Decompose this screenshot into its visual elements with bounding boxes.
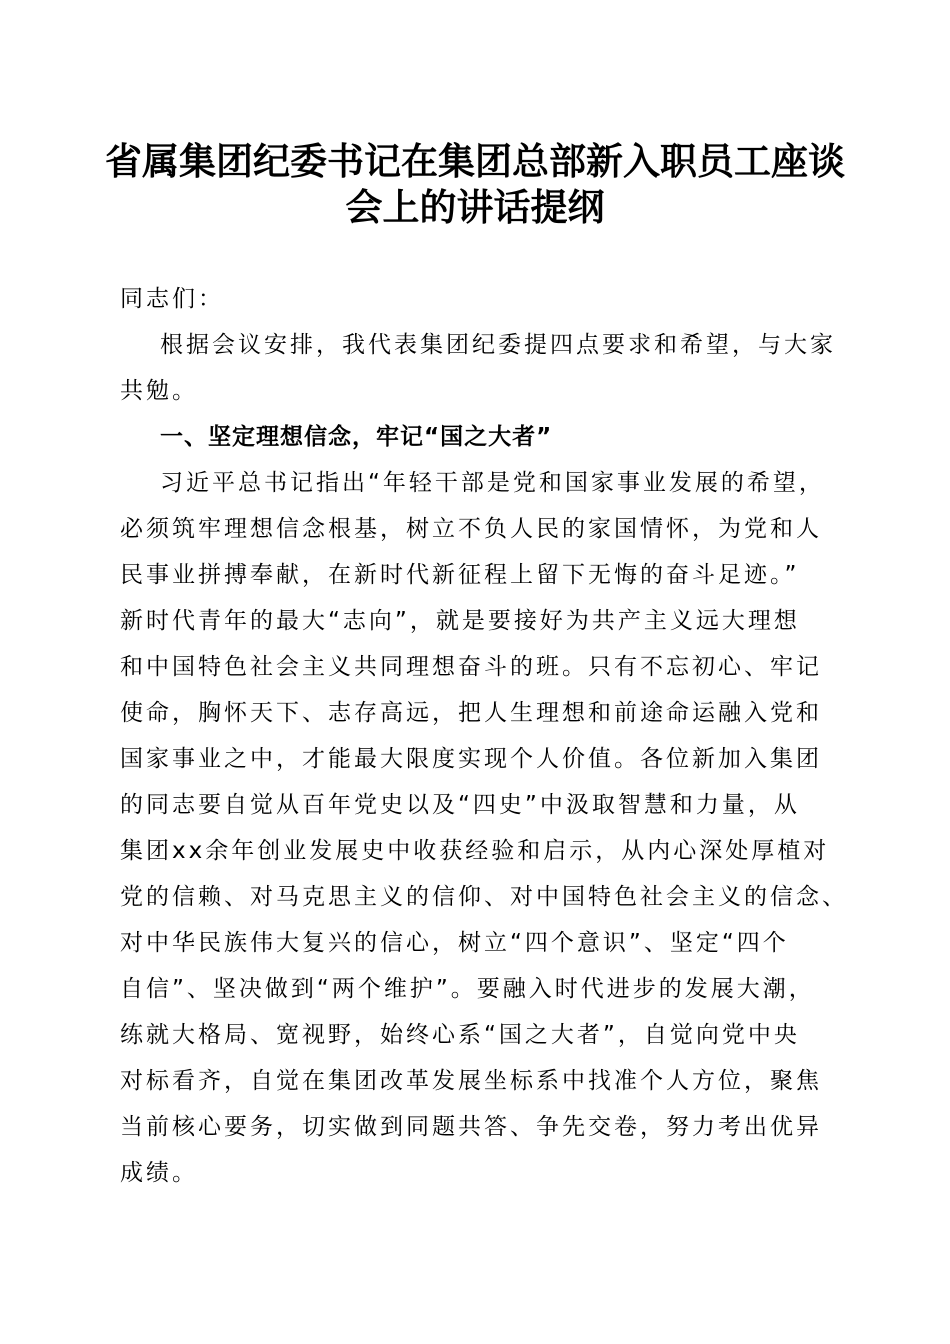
paragraph-line: 党的信赖、对马克思主义的信仰、对中国特色社会主义的信念、 (120, 884, 848, 910)
paragraph-line: 习近平总书记指出“年轻干部是党和国家事业发展的希望， (160, 470, 825, 496)
paragraph-line: 对标看齐，自觉在集团改革发展坐标系中找准个人方位，聚焦 (120, 1068, 822, 1094)
paragraph-line: 集团xx余年创业发展史中收获经验和启示，从内心深处厚植对 (120, 838, 830, 864)
document-body (120, 276, 848, 1196)
document-title (100, 138, 850, 230)
section-1-heading: 一、坚定理想信念，牢记“国之大者” (160, 424, 553, 450)
paragraph-line: 国家事业之中，才能最大限度实现个人价值。各位新加入集团 (120, 746, 822, 772)
title-line-1: 省属集团纪委书记在集团总部新入职员工座谈 (105, 139, 845, 183)
paragraph-line: 使命，胸怀天下、志存高远，把人生理想和前途命运融入党和 (120, 700, 822, 726)
paragraph-line: 必须筑牢理想信念根基，树立不负人民的家国情怀，为党和人 (120, 516, 822, 542)
paragraph-line: 新时代青年的最大“志向”，就是要接好为共产主义远大理想 (120, 608, 800, 634)
paragraph-line: 对中华民族伟大复兴的信心，树立“四个意识”、坚定“四个 (120, 930, 789, 956)
paragraph-line: 自信”、坚决做到“两个维护”。要融入时代进步的发展大潮， (120, 976, 815, 1002)
paragraph-line: 民事业拼搏奉献，在新时代新征程上留下无悔的奋斗足迹。” (120, 562, 800, 588)
paragraph-line: 练就大格局、宽视野，始终心系“国之大者”，自觉向党中央 (120, 1022, 800, 1048)
paragraph-line: 成绩。 (120, 1160, 198, 1186)
salutation: 同志们： (120, 286, 224, 312)
intro-line-1: 根据会议安排，我代表集团纪委提四点要求和希望，与大家 (160, 332, 836, 358)
paragraph-line: 当前核心要务，切实做到同题共答、争先交卷，努力考出优异 (120, 1114, 822, 1140)
intro-line-2: 共勉。 (120, 378, 198, 404)
title-line-2: 会上的讲话提纲 (345, 185, 605, 229)
paragraph-line: 的同志要自觉从百年党史以及“四史”中汲取智慧和力量，从 (120, 792, 800, 818)
paragraph-line: 和中国特色社会主义共同理想奋斗的班。只有不忘初心、牢记 (120, 654, 822, 680)
